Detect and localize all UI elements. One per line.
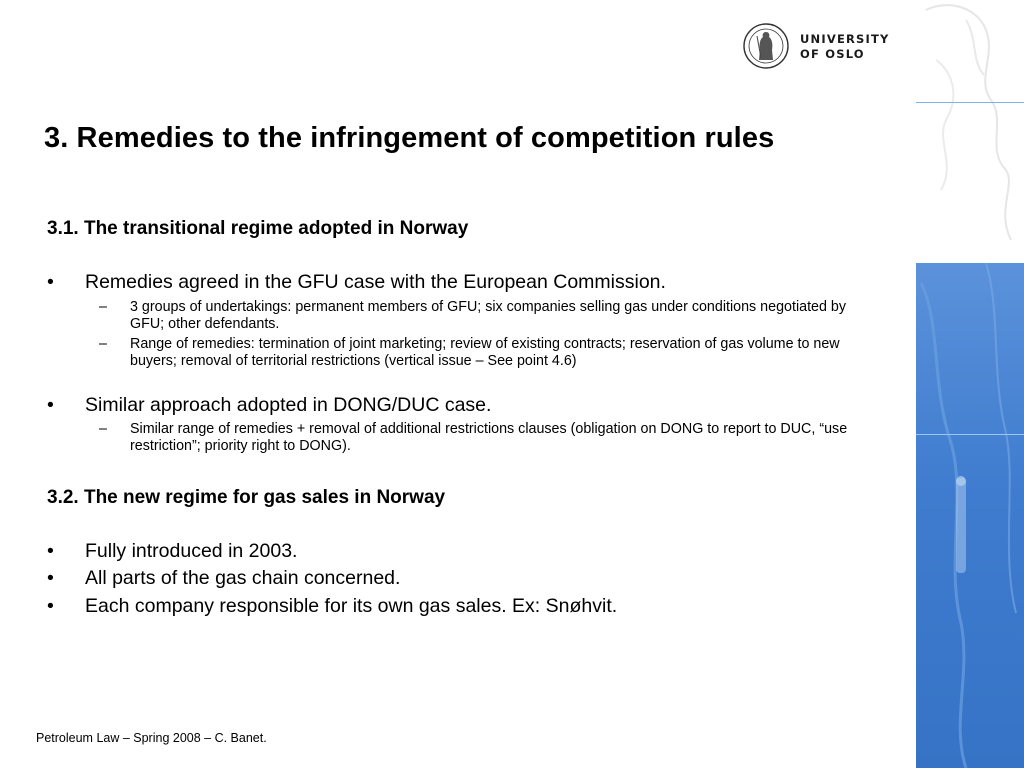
bullet-symbol: • <box>47 567 54 589</box>
bullet-text: All parts of the gas chain concerned. <box>85 567 401 589</box>
section-heading-1: 3.1. The transitional regime adopted in Norway <box>47 218 469 239</box>
bullet-symbol: • <box>47 271 54 293</box>
logo-line-2: OF OSLO <box>800 47 865 61</box>
band-blue-panel <box>916 263 1024 768</box>
bullet-text: Fully introduced in 2003. <box>85 540 298 562</box>
bullet-text: Remedies agreed in the GFU case with the European Commission. <box>85 271 666 293</box>
bullet-text: Similar approach adopted in DONG/DUC case. <box>85 394 492 416</box>
bullet-symbol: • <box>47 394 54 416</box>
band-texture-icon <box>916 263 1024 768</box>
slide-footer: Petroleum Law – Spring 2008 – C. Banet. <box>36 731 267 745</box>
bullet-symbol: • <box>47 595 54 617</box>
university-seal-icon <box>742 22 790 70</box>
decorative-side-band <box>916 0 1024 768</box>
dash-symbol: – <box>99 421 107 437</box>
university-logo <box>742 22 902 74</box>
band-divider-line <box>916 434 1024 435</box>
dash-symbol: – <box>99 336 107 352</box>
band-divider-line <box>916 102 1024 103</box>
band-top-sculpture-area <box>916 0 1024 263</box>
logo-line-1: UNIVERSITY <box>800 32 890 46</box>
dash-symbol: – <box>99 299 107 315</box>
sub-bullet-item <box>99 336 869 370</box>
sub-bullet-text: Similar range of remedies + removal of additional restrictions clauses (obligation on DONG to report to DUC, “use restriction”; priority right to DONG). <box>130 421 848 454</box>
sub-bullet-item <box>99 299 869 333</box>
sub-bullet-text: 3 groups of undertakings: permanent members of GFU; six companies selling gas under conditions negotiated by GFU; other defendants. <box>130 299 847 332</box>
bullet-text: Each company responsible for its own gas sales. Ex: Snøhvit. <box>85 595 618 617</box>
sub-bullet-item <box>99 421 869 455</box>
section-heading-2: 3.2. The new regime for gas sales in Norway <box>47 487 446 508</box>
slide-title: 3. Remedies to the infringement of competition rules <box>44 122 775 154</box>
sculpture-outline-icon <box>916 0 1024 263</box>
bullet-symbol: • <box>47 540 54 562</box>
sub-bullet-text: Range of remedies: termination of joint marketing; review of existing contracts; reservation of gas volume to new buyers; removal of territorial restrictions (vertical issue – See point 4.6) <box>130 336 840 369</box>
